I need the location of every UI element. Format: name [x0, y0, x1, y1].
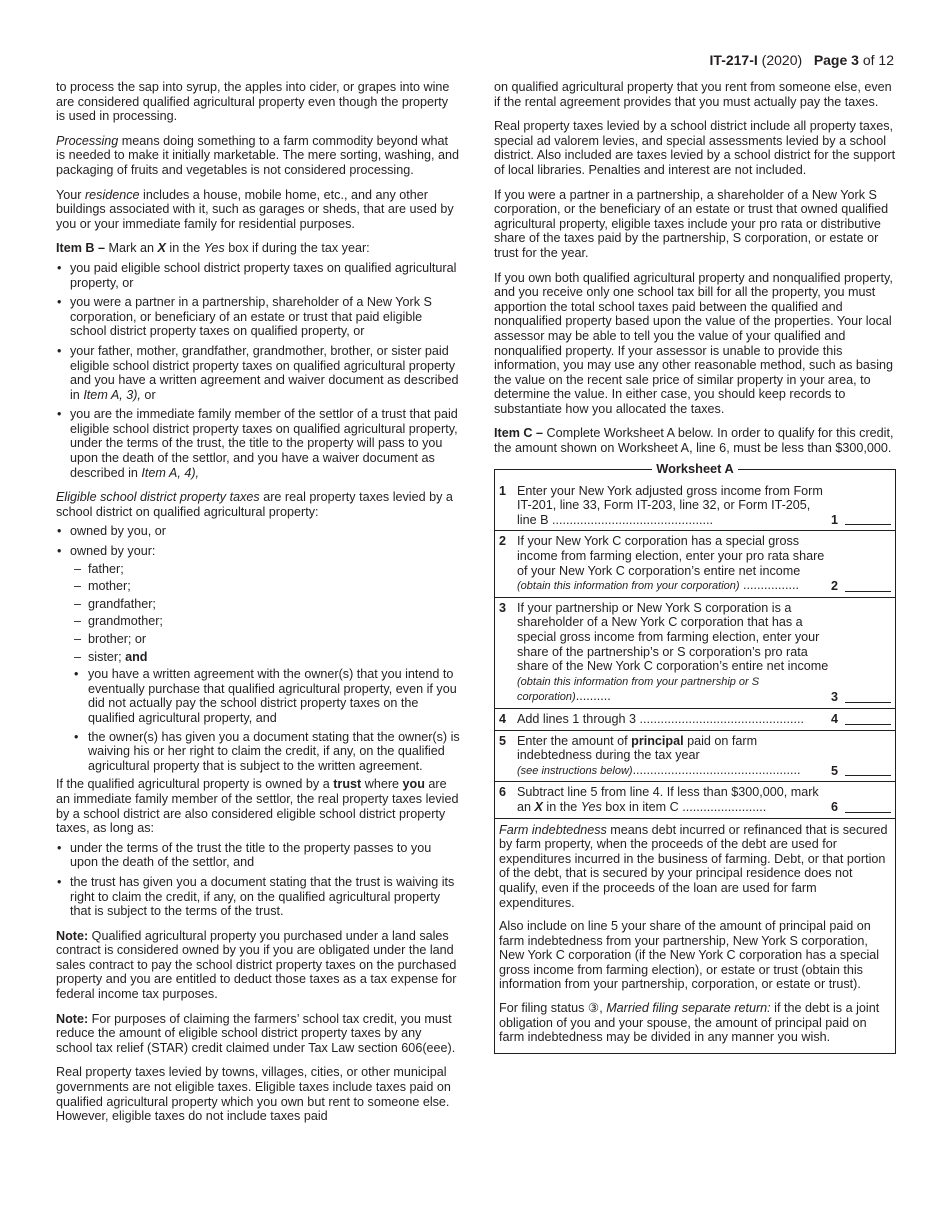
worksheet-title: Worksheet A — [494, 463, 896, 477]
worksheet-line-3: 3 If your partnership or New York S corporation is a shareholder of a New York C corporation that has a special gross income from farming election, enter your share of the partnership’s or S corporation’s pro rata share of the New York C corporation’s entire net income (obtain this information from your partnership or S corporation).......... 3 — [495, 601, 895, 709]
paragraph: If you were a partner in a partnership, a shareholder of a New York S corporation, or the beneficiary of an estate or trust that owned qualified agricultural property, eligible taxes include your pro rata or distributive share of the taxes paid by the partnership, S corporation, or estate or trust for the year. — [494, 187, 889, 260]
paragraph: If you own both qualified agricultural property and nonqualified property, and you receive only one school tax bill for all the property, you must apportion the total school taxes paid between the qualified and nonqualified property based upon the value of the properties. Your local assessor may be able to tell you the value of your qualified and nonqualified property. If your assessor is unable to provide this information, you may use any other reasonable method, such as basing the value on the recent sale price of similar property in your area, to determine the value. In either case, you should keep records to substantiate how you allocated the taxes. — [494, 270, 894, 416]
left-column — [56, 80, 460, 1134]
page-total: of 12 — [862, 52, 894, 68]
residence-paragraph: Your residence includes a house, mobile home, etc., and any other buildings associated with it, such as garages or sheds, that are used by you or your immediate family for residential purposes. — [56, 187, 454, 231]
note-paragraph: Note: Qualified agricultural property you purchased under a land sales contract is considered owned by you if you are obligated under the land sales contract to pay the school district property taxes on the purchased property and you are entitled to deduct those taxes as a tax expense for federal income tax purposes. — [56, 928, 457, 1002]
owned-list — [56, 524, 460, 664]
line-4-input[interactable] — [845, 724, 891, 725]
form-year: (2020) — [761, 52, 803, 68]
list-item: • the trust has given you a document stating that the trust is waiving its right to claim the credit, if any, on the qualified agricultural property that is subject to the terms of the trust. — [56, 875, 460, 919]
filing-status-paragraph: For filing status ③, Married filing separate return: if the debt is a joint obligation of you and your spouse, the amount of principal paid on farm indebtedness may be divided in any manner you wish. — [499, 1001, 880, 1045]
page-header — [710, 52, 894, 68]
condition-list — [42, 667, 460, 773]
paragraph: Real property taxes levied by a school district include all property taxes, special ad valorem levies, and special assessments levied by a school district. Also included are taxes levied by a school district for the support of local libraries. Penalties and interest are not included. — [494, 119, 896, 177]
page-label: Page — [813, 52, 848, 68]
worksheet-line-5: 5 Enter the amount of principal paid on farm indebtedness during the tax year (see instructions below)................................................ 5 — [495, 734, 895, 783]
note-paragraph: Note: For purposes of claiming the farmers’ school tax credit, you must reduce the amount of eligible school district property taxes by any school tax relief (STAR) credit claimed under Tax Law section 606(eee). — [56, 1011, 456, 1055]
list-item: – mother; — [70, 579, 460, 594]
paragraph: on qualified agricultural property that you rent from someone else, even if the rental agreement provides that you must actually pay the taxes. — [494, 80, 892, 109]
paragraph: Also include on line 5 your share of the amount of principal paid on farm indebtedness from your partnership, New York S corporation, New York C corporation (if the New York C corporation has a special gross income from farming election), or estate or trust (obtain this information from your partnership, corporation, or estate or trust). — [499, 919, 880, 992]
item-b-list — [56, 261, 460, 480]
list-item: – grandmother; — [70, 614, 460, 629]
worksheet-line-6: 6 Subtract line 5 from line 4. If less than $300,000, mark an X in the Yes box in item C ........................ 6 — [495, 785, 895, 818]
list-item: • you are the immediate family member of the settlor of a trust that paid eligible school district property taxes on qualified agricultural property, under the terms of the trust, the title to the property will pass to you upon the death of the settlor, and you have a waiver document as described in Item A, 4), — [56, 407, 460, 480]
paragraph: to process the sap into syrup, the apples into cider, or grapes into wine are considered qualified agricultural property even though the property is used in processing. — [56, 80, 450, 124]
list-item: • owned by you, or — [56, 524, 460, 539]
item-c-heading: Item C – Complete Worksheet A below. In order to qualify for this credit, the amount shown on Worksheet A, line 6, must be less than $300,000. — [494, 426, 894, 456]
line-1-input[interactable] — [845, 524, 891, 525]
list-item: – father; — [70, 562, 460, 577]
line-5-input[interactable] — [845, 775, 891, 776]
trust-paragraph: If the qualified agricultural property is owned by a trust where you are an immediate family member of the settlor, the real property taxes levied by a school district are also considered eligible school district property taxes, as long as: — [56, 777, 459, 836]
list-item: • you paid eligible school district property taxes on qualified agricultural property, or — [56, 261, 460, 290]
item-b-heading: Item B – Mark an X in the Yes box if during the tax year: — [56, 241, 370, 256]
processing-paragraph: Processing means doing something to a farm commodity beyond what is needed to make it initially marketable. The mere sorting, washing, and packaging of fruits and vegetables is not considered processing. — [56, 133, 459, 177]
trust-list — [56, 841, 460, 919]
worksheet-line-4: 4 Add lines 1 through 3 ............................................... 4 — [495, 712, 895, 731]
list-item: – sister; and — [70, 650, 460, 665]
paragraph: Real property taxes levied by towns, villages, cities, or other municipal governments are not eligible taxes. Eligible taxes include taxes paid on qualified agricultural property which you own but rent to someone else. However, eligible taxes do not include taxes paid — [56, 1065, 451, 1124]
page-number: 3 — [851, 52, 859, 68]
line-6-input[interactable] — [845, 812, 891, 813]
farm-indebtedness-paragraph: Farm indebtedness means debt incurred or refinanced that is secured by farm property, when the proceeds of the debt are used for expenditures incurred in the business of farming. Debt, or that portion of the debt, that is secured by your principal residence does not qualify, even if the proceeds of the loan are used for farm expenditures. — [499, 822, 888, 910]
line-2-input[interactable] — [845, 591, 891, 592]
list-item: • owned by your: – father; – mother; – grandfather; – grandmother; – brother; or – sister; and — [56, 544, 460, 664]
line-3-input[interactable] — [845, 702, 891, 703]
worksheet-notes — [499, 823, 891, 1045]
worksheet-line-2: 2 If your New York C corporation has a special gross income from farming election, enter your pro rata share of your New York C corporation’s entire net income (obtain this information from your corporation) ................ 2 — [495, 534, 895, 597]
form-number: IT-217-I — [709, 52, 758, 68]
list-item: • you have a written agreement with the owner(s) that you intend to eventually purchase that qualified agricultural property, even if you did not actually pay the school district property taxes on the qualified agricultural property, and — [42, 667, 460, 725]
right-column — [494, 80, 896, 1054]
relative-list — [70, 562, 460, 665]
list-item: – brother; or — [70, 632, 460, 647]
worksheet-line-1: 1 Enter your New York adjusted gross income from Form IT-201, line 33, Form IT-203, line 32, or Form IT-205, line B .............................................. 1 — [495, 484, 895, 532]
eligible-taxes-paragraph: Eligible school district property taxes are real property taxes levied by a school district on qualified agricultural property: — [56, 490, 453, 519]
list-item: • your father, mother, grandfather, grandmother, brother, or sister paid eligible school district property taxes on qualified agricultural property and you have a written agreement and waiver document as described in Item A, 3), or — [56, 344, 460, 402]
list-item: – grandfather; — [70, 597, 460, 612]
list-item: • under the terms of the trust the title to the property passes to you upon the death of the settlor, and — [56, 841, 460, 870]
worksheet-a — [494, 461, 896, 1054]
list-item: • the owner(s) has given you a document stating that the owner(s) is waiving his or her right to claim the credit, if any, on the qualified agricultural property that is subject to the written agreement. — [42, 730, 460, 774]
list-item: • you were a partner in a partnership, shareholder of a New York S corporation, or beneficiary of an estate or trust that paid eligible school district property taxes on qualified property, or — [56, 295, 460, 339]
